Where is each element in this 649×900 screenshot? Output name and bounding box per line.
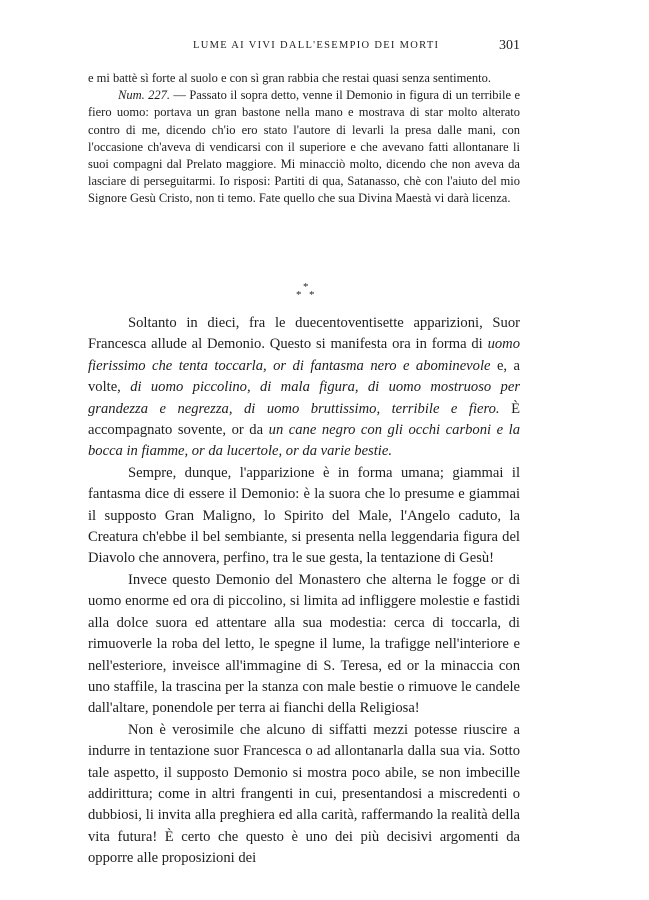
p1-text-2: e, a volte, — [88, 357, 520, 396]
page-number: 301 — [499, 38, 520, 53]
separator-star-left: * — [296, 289, 302, 301]
main-paragraph-2: Sempre, dunque, l'apparizione è in forma umana; giammai il fantasma dice di essere il Demonio: è la suora che lo presume e giammai il supposto Gran Maligno, lo Spirito del Male, l'Angelo caduto, la Creatura ch'ebbe il bel sembiante, si presenta nella leggendaria figura del Diavolo che annovera, perfino, tra le sue gesta, la tentazione di Gesù! — [88, 464, 520, 567]
p1-text-3: È accompagnato sovente, or da — [88, 400, 520, 439]
running-title: LUME AI VIVI DALL'ESEMPIO DEI MORTI — [193, 40, 440, 51]
p1-italic-2: di uomo piccolino, di mala figura, di uomo mostruoso per grandezza e negrezza, di uomo bruttissimo, terribile e fiero. — [88, 379, 520, 417]
running-header — [88, 38, 520, 58]
main-paragraph-1 — [88, 313, 520, 463]
main-paragraph-4: Non è verosimile che alcuno di siffatti mezzi potesse riuscire a indurre in tentazione suor Francesca o ad allontanarla dalla sua via. Sotto tale aspetto, il supposto Demonio si mostra poco abile, se non imbecille addirittura; come in altri frangenti in cui, presentandosi a miscredenti o dubbiosi, li invita alla preghiera ed alla carità, raffermando la realità della vita futura! È certo che questo è uno dei più decisivi argomenti da opporre alle proposizioni dei — [88, 721, 520, 867]
entry-number: Num. 227. — [118, 88, 171, 103]
quoted-paragraph-1: e mi battè sì forte al suolo e con sì gran rabbia che restai quasi senza sentimento. — [88, 71, 491, 85]
p1-italic-3: un cane negro con gli occhi carboni e la bocca in fiamme, or da lucertole, or da varie bestie. — [88, 422, 520, 460]
p1-text-1: Soltanto in dieci, fra le duecentoventisette apparizioni, Suor Francesca allude al Demonio. Questo si manifesta ora in forma di — [88, 315, 520, 353]
quoted-text-block — [88, 70, 520, 208]
section-separator — [296, 281, 326, 305]
separator-star-right: * — [309, 289, 315, 301]
entry-text: — Passato il sopra detto, venne il Demonio in figura di un terribile e fiero uomo: portava un gran bastone nella mano e mostrava di star molto alterato contro di me, dicendo ch'io ero stato l'autore di levarli la presa dalle mani, con l'occasione ch'aveva di vendicarsi con il superiore e che avevano fatti allontanare li suoi compagni dal Prelato maggiore. Mi minacciò molto, dicendo che non aveva da lasciare di perseguitarmi. Io risposi: Partiti di qua, Satanasso, chè con l'aiuto del mio Signore Gesù Cristo, non ti temo. Fate quello che sua Divina Maestà vi darà licenza. — [88, 88, 520, 206]
quoted-paragraph-2 — [88, 87, 520, 207]
main-text-block — [88, 313, 520, 870]
main-paragraph-3: Invece questo Demonio del Monastero che alterna le fogge or di uomo enorme ed ora di piccolino, si limita ad infliggere molestie e fastidi alla dolce suora ed attentare alla sua modestia: cerca di toccarla, di rimuoverle la roba del letto, le spegne il lume, la trafigge nell'interiore e nell'esteriore, inveisce all'immagine di S. Teresa, ed or la minaccia con uno staffile, la trascina per la stanza con male bestie o rimuove le candele dall'altare, ponendole per terra ai fianchi della Religiosa! — [88, 571, 520, 717]
p1-italic-1: uomo fierissimo che tenta toccarla, or di fantasma nero e abominevole — [88, 336, 520, 374]
separator-star-top: * — [303, 281, 309, 293]
